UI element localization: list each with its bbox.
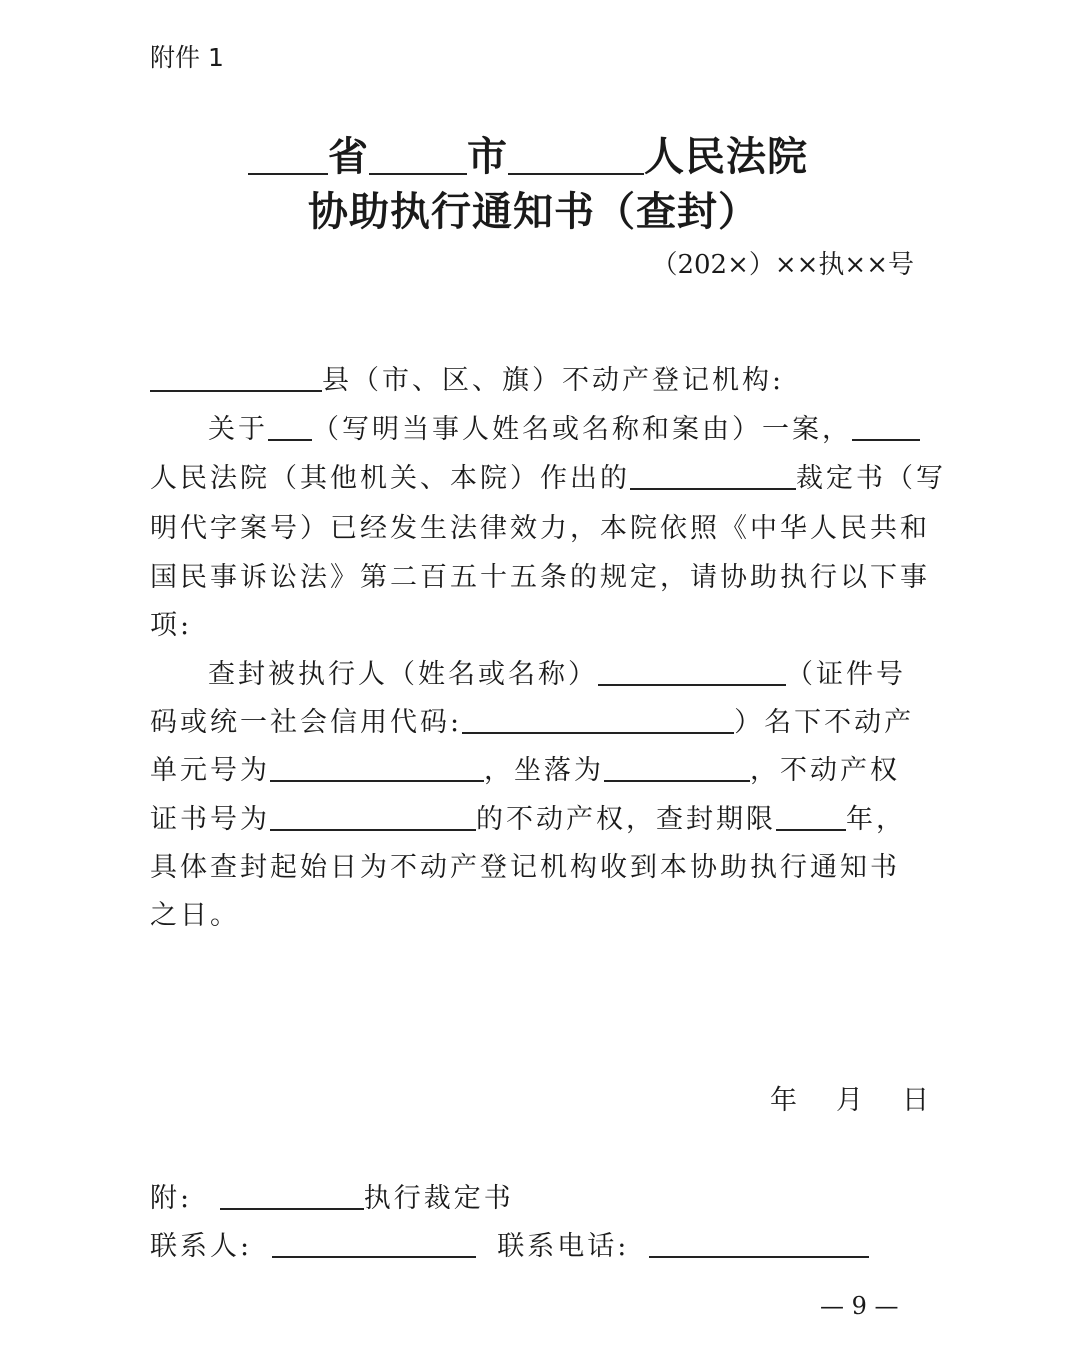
para2-line6: 之日。 <box>150 900 240 931</box>
addressee-text: 县（市、区、旗）不动产登记机构: <box>322 365 785 396</box>
attach-label: 附: <box>150 1183 193 1214</box>
term-blank <box>776 802 846 831</box>
para1-l2a: 人民法院（其他机关、本院）作出的 <box>150 463 630 494</box>
para2-line4 <box>150 797 906 836</box>
attachment-label: 附件 1 <box>150 43 224 72</box>
para2-l1a: 查封被执行人（姓名或名称） <box>208 659 598 690</box>
para2-line5: 具体查封起始日为不动产登记机构收到本协助执行通知书 <box>150 852 900 883</box>
page-number: — 9 — <box>820 1292 899 1320</box>
city-blank <box>369 133 467 175</box>
para2-l2b: ）名下不动产 <box>734 707 915 738</box>
party-blank <box>268 412 312 441</box>
location-blank <box>604 753 750 782</box>
para2-l3b: ，坐落为 <box>484 755 604 786</box>
para2-l3a: 单元号为 <box>150 755 270 786</box>
province-blank <box>248 133 328 175</box>
attach-line <box>150 1176 514 1215</box>
addressee-line <box>150 358 784 397</box>
contact-line <box>150 1224 869 1263</box>
document-title-line2: 协助执行通知书（查封） <box>308 188 759 235</box>
title-province: 省 <box>328 133 369 180</box>
title-city: 市 <box>467 133 508 180</box>
debtor-name-blank <box>598 657 786 686</box>
para1-line3: 明代字案号）已经发生法律效力，本院依照《中华人民共和 <box>150 513 930 544</box>
para2-line1 <box>208 652 906 691</box>
para2-l4b: 的不动产权，查封期限 <box>476 804 776 835</box>
para1-l1a: 关于 <box>208 414 268 445</box>
attach-blank <box>220 1181 364 1210</box>
contact-phone-label: 联系电话: <box>497 1231 630 1262</box>
para1-line5: 项: <box>150 610 193 641</box>
para2-l1b: （证件号 <box>786 659 906 690</box>
para1-line2 <box>150 456 946 495</box>
unit-number-blank <box>270 753 484 782</box>
court-name-blank <box>852 412 920 441</box>
county-blank <box>150 363 322 392</box>
para1-l1b: （写明当事人姓名或名称和案由）一案， <box>312 414 852 445</box>
court-blank <box>508 133 644 175</box>
para2-line2 <box>150 700 914 739</box>
para2-line3 <box>150 748 900 787</box>
contact-person-label: 联系人: <box>150 1231 253 1262</box>
attach-suffix: 执行裁定书 <box>363 1183 514 1214</box>
id-code-blank <box>462 705 734 734</box>
para1-line1 <box>208 407 920 446</box>
case-number: （202×）××执××号 <box>651 250 914 280</box>
para2-l4c: 年， <box>846 804 906 835</box>
title-court: 人民法院 <box>644 133 808 180</box>
contact-phone-blank <box>649 1229 869 1258</box>
contact-person-blank <box>272 1229 476 1258</box>
para2-l3c: ，不动产权 <box>750 755 900 786</box>
certificate-blank <box>270 802 476 831</box>
para1-l2b: 裁定书（写 <box>796 463 946 494</box>
ruling-blank <box>630 461 796 490</box>
para2-l4a: 证书号为 <box>150 804 270 835</box>
para2-l2a: 码或统一社会信用代码: <box>150 707 463 738</box>
document-title-line1 <box>248 125 808 182</box>
para1-line4: 国民事诉讼法》第二百五十五条的规定，请协助执行以下事 <box>150 562 930 593</box>
date-line: 年 月 日 <box>770 1085 935 1116</box>
